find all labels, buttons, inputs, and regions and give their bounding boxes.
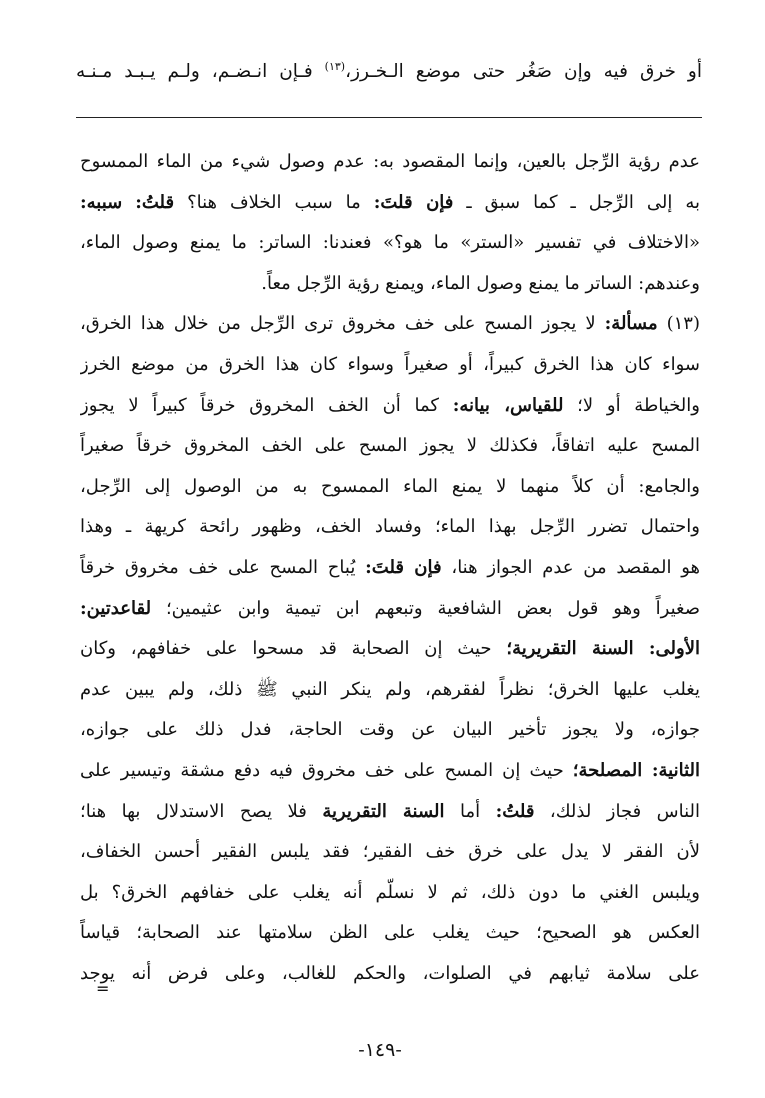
footnote-line <box>80 183 700 224</box>
line-text: لا يجوز المسح على خف مخروق ترى الرِّجل من خلال هذا الخرق، <box>80 313 605 335</box>
page-number: -١٤٩- <box>358 1039 402 1061</box>
footnote-line <box>80 670 700 711</box>
line-text: ما سبب الخلاف هنا؟ <box>174 191 374 213</box>
bold-term: قلتُ: <box>135 191 175 213</box>
bold-term: لقاعدتين: <box>80 597 152 619</box>
line-text: به إلى الرِّجل ـ كما سبق ـ <box>453 191 700 213</box>
line-text: صغيراً وهو قول بعض الشافعية وتبعهم ابن تيمية وابن عثيمين؛ <box>151 597 700 619</box>
footnote-line <box>80 345 700 386</box>
line-text: المسح عليه اتفاقاً، فكذلك لا يجوز المسح على الخف المخروق خرقاً صغيراً <box>80 435 700 457</box>
line-text: حيث إن المسح على خف مخروق فيه دفع مشقة وتيسير على <box>80 759 573 781</box>
line-text: الناس فجاز لذلك، <box>534 800 700 822</box>
footnote-reference: (١٣) <box>324 59 346 73</box>
footnote-line <box>80 304 700 345</box>
footnote-line <box>80 792 700 833</box>
line-text: يغلب عليها الخرق؛ نظراً لفقرهم، ولم ينكر النبي ﷺ ذلك، ولم يبين عدم <box>80 678 700 700</box>
line-text: والجامع: أن كلاً منهما لا يمنع الماء الممسوح به من الوصول إلى الرِّجل، <box>80 475 700 497</box>
line-text: يُباح المسح على خف مخروق خرقاً <box>80 556 366 578</box>
bold-term: للقياس، بيانه: <box>452 394 564 416</box>
line-text: حيث إن الصحابة قد مسحوا على خفافهم، وكان <box>80 638 507 660</box>
footnote-line <box>80 467 700 508</box>
line-text: ويلبس الغني ما دون ذلك، ثم لا نسلّم أنه يغلب على خفافهم الخرق؟ بل <box>80 881 700 903</box>
bold-term: مسألة: <box>604 313 658 335</box>
bold-term: فإن قلتَ: <box>365 556 442 578</box>
bold-term: قلتُ: <box>495 800 535 822</box>
footnote-line <box>80 832 700 873</box>
footnote-line <box>80 954 700 998</box>
footnote-line <box>80 507 700 548</box>
footnote-line <box>80 426 700 467</box>
footnote-line <box>80 751 700 792</box>
bold-term: سببه: <box>80 191 123 213</box>
line-text: وعندهم: الساتر ما يمنع وصول الماء، ويمنع رؤية الرِّجل معاً. <box>261 272 700 294</box>
main-text-after-mark: فـإن انـضـم، ولـم يـبـد مـنـه <box>76 61 325 82</box>
line-text: كما أن الخف المخروق خرقاً كبيراً لا يجوز <box>80 394 453 416</box>
continuation-mark: = <box>96 979 110 998</box>
line-text: عدم رؤية الرِّجل بالعين، وإنما المقصود به: عدم وصول شيء من الماء الممسوح <box>80 151 700 172</box>
line-text: (١٣) <box>657 313 700 335</box>
bold-term: الأولى: السنة التقريرية؛ <box>506 638 700 660</box>
footnote-line <box>80 264 700 305</box>
line-text: هو المقصد من عدم الجواز هنا، <box>441 556 700 578</box>
line-text: فلا يصح الاستدلال بها هنا؛ <box>80 800 323 822</box>
main-text-before-mark: أو خرق فيه وإن صَغُر حتى موضع الـخـرز، <box>345 61 702 82</box>
line-text: «الاختلاف في تفسير «الستر» ما هو؟» فعندنا: الساتر: ما يمنع وصول الماء، <box>80 232 700 254</box>
footnote-line <box>80 629 700 670</box>
line-text: والخياطة أو لا؛ <box>563 394 700 416</box>
line-text: لأن الفقر لا يدل على خرق خف الفقير؛ فقد يلبس الفقير أحسن الخفاف، <box>80 841 700 863</box>
line-text: جوازه، ولا يجوز تأخير البيان عن وقت الحاجة، فدل ذلك على جوازه، <box>80 719 700 741</box>
footnote-line <box>80 710 700 751</box>
footnote-line <box>80 913 700 954</box>
footnote-line <box>80 142 700 183</box>
line-text <box>122 192 135 213</box>
footnote-body <box>80 142 700 998</box>
line-text: سواء كان هذا الخرق كبيراً، أو صغيراً وسواء كان هذا الخرق من موضع الخرز <box>80 353 700 375</box>
line-text: العكس هو الصحيح؛ حيث يغلب على الظن سلامتها عند الصحابة؛ قياساً <box>80 922 700 944</box>
footnote-line <box>80 223 700 264</box>
line-text: أما <box>444 800 496 822</box>
bold-term: الثانية: المصلحة؛ <box>572 759 700 781</box>
line-text: على سلامة ثيابهم في الصلوات، والحكم للغالب، وعلى فرض أنه يوجد <box>80 962 700 984</box>
line-text: واحتمال تضرر الرِّجل بهذا الماء؛ وفساد الخف، وظهور رائحة كريهة ـ وهذا <box>80 516 700 538</box>
main-text-line <box>76 50 702 94</box>
bold-term: فإن قلتَ: <box>373 191 454 213</box>
footnote-line <box>80 873 700 914</box>
bold-term: السنة التقريرية <box>322 800 445 822</box>
footnote-line <box>80 548 700 589</box>
footnote-separator-rule <box>76 117 702 118</box>
footnote-line <box>80 386 700 427</box>
footnote-line <box>80 589 700 630</box>
